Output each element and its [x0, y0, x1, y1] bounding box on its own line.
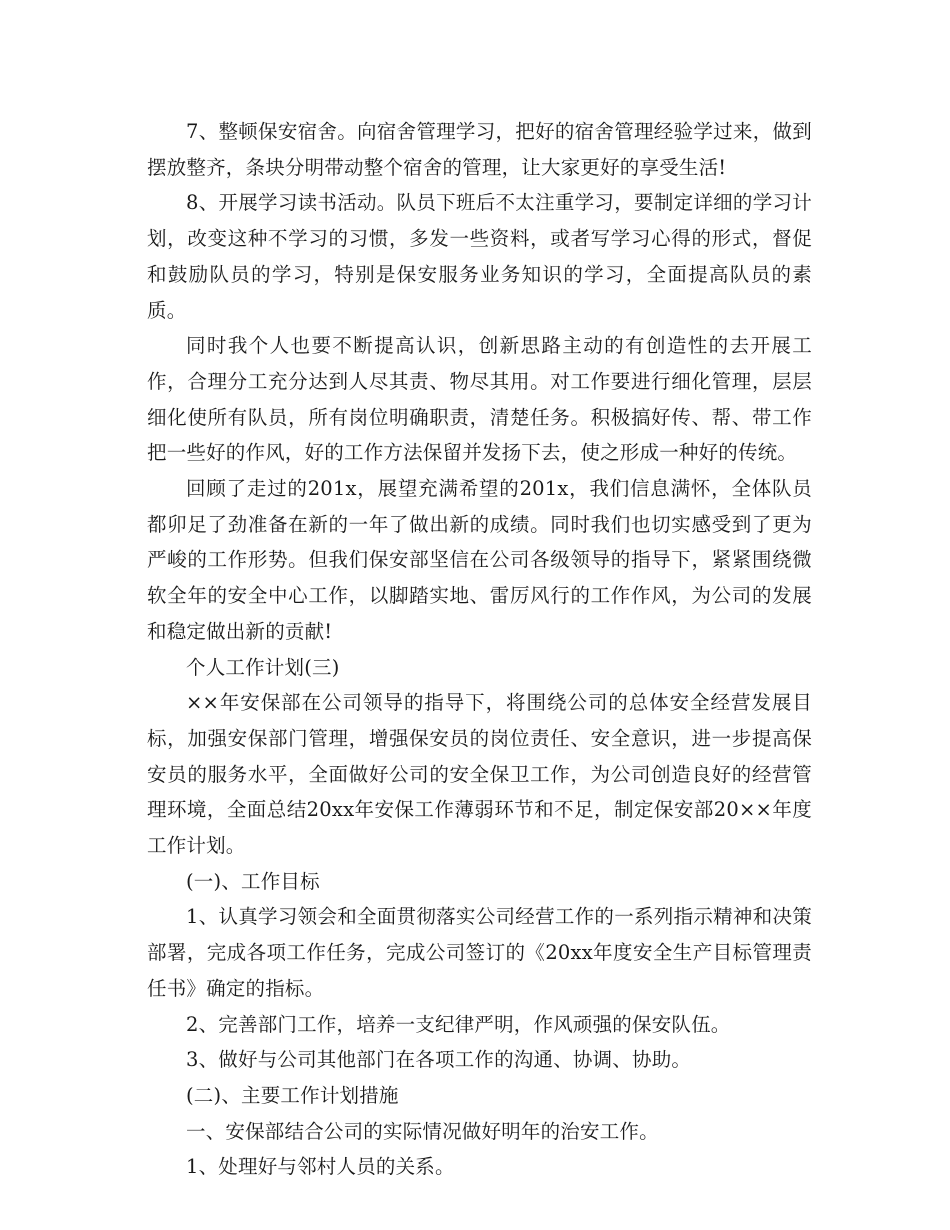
paragraph-review-outlook: 回顾了走过的201x，展望充满希望的201x，我们信息满怀，全体队员都卯足了劲准备在新的一年了做出新的成绩。同时我们也切实感受到了更为严峻的工作形势。但我们保安部坚信在公司各级领导的指导下，紧紧围绕微软全年的安全中心工作，以脚踏实地、雷厉风行的工作作风，为公司的发展和稳定做出新的贡献!: [147, 477, 812, 643]
goal-item-1: 1、认真学习领会和全面贯彻落实公司经营工作的一系列指示精神和决策部署，完成各项工作任务，完成公司签订的《20xx年度安全生产目标管理责任书》确定的指标。: [147, 905, 812, 1000]
paragraph-personal-improvement: 同时我个人也要不断提高认识，创新思路主动的有创造性的去开展工作，合理分工充分达到人尽其责、物尽其用。对工作要进行细化管理，层层细化使所有队员，所有岗位明确职责，清楚任务。积极搞好传、帮、带工作把一些好的作风，好的工作方法保留并发扬下去，使之形成一种好的传统。: [147, 334, 812, 465]
subheading-main-measures: (二)、主要工作计划措施: [186, 1083, 399, 1107]
paragraph-item-7-dormitory: 7、整顿保安宿舍。向宿舍管理学习，把好的宿舍管理经验学过来，做到摆放整齐，条块分明带动整个宿舍的管理，让大家更好的享受生活!: [147, 120, 812, 179]
section-heading-plan-three: 个人工作计划(三): [186, 655, 340, 679]
goal-item-2: 2、完善部门工作，培养一支纪律严明，作风顽强的保安队伍。: [186, 1012, 731, 1036]
measure-section-one: 一、安保部结合公司的实际情况做好明年的治安工作。: [186, 1119, 659, 1143]
subheading-work-goals: (一)、工作目标: [186, 869, 320, 893]
paragraph-annual-overview: ××年安保部在公司领导的指导下，将围绕公司的总体安全经营发展目标，加强安保部门管理，增强保安员的岗位责任、安全意识，进一步提高保安员的服务水平，全面做好公司的安全保卫工作，为公司创造良好的经营管理环境，全面总结20xx年安保工作薄弱环节和不足，制定保安部20××年度工作计划。: [147, 691, 812, 858]
paragraph-item-8-study-activity: 8、开展学习读书活动。队员下班后不太注重学习，要制定详细的学习计划，改变这种不学习的习惯，多发一些资料，或者写学习心得的形式，督促和鼓励队员的学习，特别是保安服务业务知识的学习，全面提高队员的素质。: [147, 191, 812, 322]
goal-item-3: 3、做好与公司其他部门在各项工作的沟通、协调、协助。: [186, 1048, 692, 1072]
measure-item-1: 1、处理好与邻村人员的关系。: [186, 1155, 455, 1179]
document-body: [147, 114, 812, 1185]
